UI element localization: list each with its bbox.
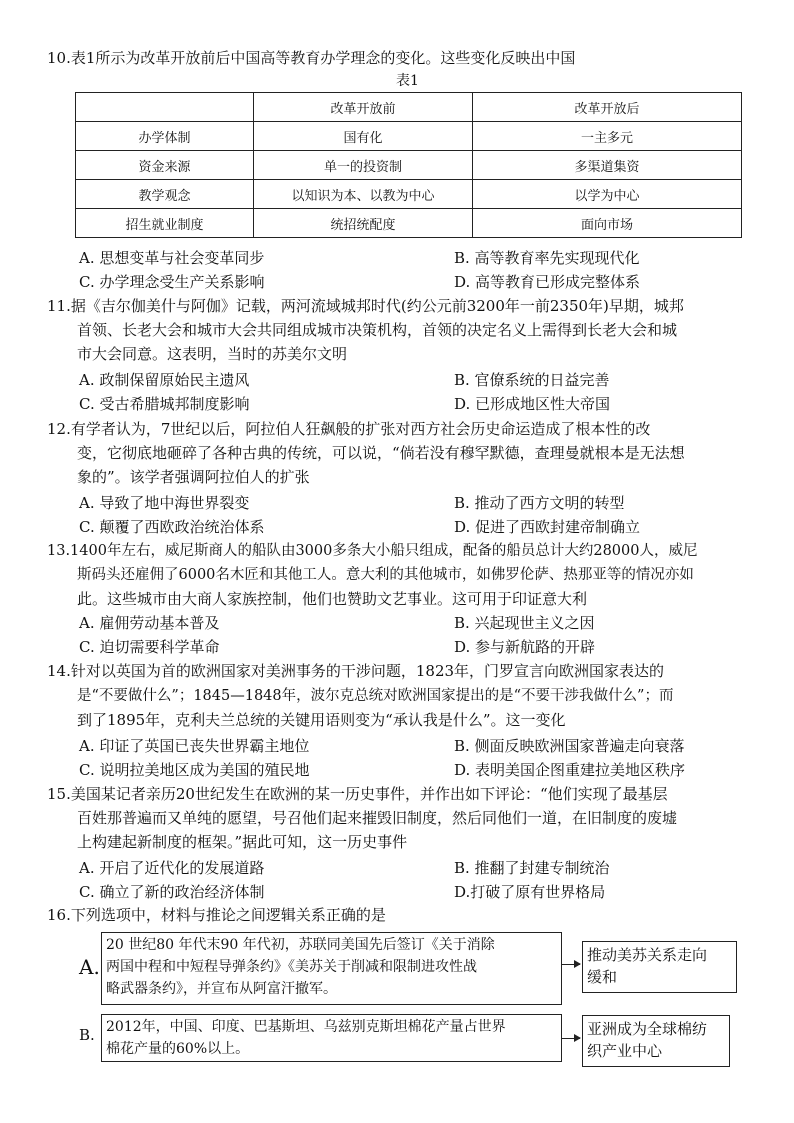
table-cell: 资金来源	[76, 151, 254, 180]
table-header-cell	[76, 93, 254, 122]
q14-stem-line: 到了1895年，克利夫兰总统的关键用语则变为“承认我是什么”。这一变化	[77, 711, 566, 729]
table-cell: 以学为中心	[473, 180, 742, 209]
material-line: 20 世纪80 年代末90 年代初，苏联同美国先后签订《关于消除	[106, 937, 495, 953]
q13-stem-line: 此。这些城市由大商人家族控制，他们也赞助文艺事业。这可用于印证意大利	[77, 590, 588, 608]
q16-option-b-inference	[582, 1015, 730, 1067]
table-cell: 面向市场	[473, 209, 742, 238]
q12-option-c[interactable]: C. 颠覆了西欧政治统治体系	[79, 518, 265, 536]
q16-option-b-arrow	[562, 1038, 580, 1039]
q12-option-b[interactable]: B. 推动了西方文明的转型	[454, 494, 625, 512]
q15-option-c[interactable]: C. 确立了新的政治经济体制	[79, 883, 265, 901]
table-cell: 国有化	[254, 122, 473, 151]
q10-option-a[interactable]: A. 思想变革与社会变革同步	[79, 249, 265, 267]
q12-option-d[interactable]: D. 促进了西欧封建帝制确立	[454, 518, 641, 536]
q16-option-a-inference	[582, 941, 737, 993]
table-cell: 一主多元	[473, 122, 742, 151]
q12-option-a[interactable]: A. 导致了地中海世界裂变	[79, 494, 250, 512]
material-line: 略武器条约》，并宣布从阿富汗撤军。	[106, 981, 337, 997]
q13-option-d[interactable]: D. 参与新航路的开辟	[454, 638, 596, 656]
q16-option-a-arrow	[562, 964, 580, 965]
q10-option-d[interactable]: D. 高等教育已形成完整体系	[454, 273, 641, 291]
material-line: 两国中程和中短程导弹条约》《美苏关于削减和限制进攻性战	[106, 959, 477, 975]
q13-stem-line: 斯码头还雇佣了6000名木匠和其他工人。意大利的其他城市，如佛罗伦萨、热那亚等的情况亦如	[77, 567, 694, 583]
q11-option-d[interactable]: D. 已形成地区性大帝国	[454, 395, 611, 413]
q12-stem-line: 变，它彻底地砸碎了各种古典的传统，可以说，“倘若没有穆罕默德，查理曼就根本是无法想	[77, 444, 685, 462]
table-row	[76, 151, 742, 180]
material-line: 棉花产量的60%以上。	[106, 1041, 250, 1057]
q10-option-c[interactable]: C. 办学理念受生产关系影响	[79, 273, 265, 291]
q16-stem: 16.下列选项中，材料与推论之间逻辑关系正确的是	[47, 906, 386, 924]
inference-line: 亚洲成为全球棉纺	[587, 1020, 708, 1038]
q16-option-a-letter[interactable]: A.	[79, 955, 100, 979]
q13-stem-line: 13.1400年左右，威尼斯商人的船队由3000多条大小船只组成，配备的船员总计大约28000人，威尼	[47, 543, 698, 559]
table-header-cell: 改革开放前	[254, 93, 473, 122]
q10-option-b[interactable]: B. 高等教育率先实现现代化	[454, 249, 640, 267]
q11-option-a[interactable]: A. 政制保留原始民主遗风	[79, 371, 250, 389]
table-cell: 招生就业制度	[76, 209, 254, 238]
q12-stem-line: 12.有学者认为，7世纪以后，阿拉伯人狂飙般的扩张对西方社会历史命运造成了根本性的改	[47, 420, 651, 438]
inference-line: 推动美苏关系走向	[587, 946, 708, 964]
q14-option-b[interactable]: B. 侧面反映欧洲国家普遍走向衰落	[454, 737, 685, 755]
q10-table	[75, 92, 742, 238]
table-cell: 以知识为本、以教为中心	[254, 180, 473, 209]
table-row	[76, 180, 742, 209]
q15-stem-line: 上构建起新制度的框架。”据此可知，这一历史事件	[77, 833, 408, 851]
q15-option-b[interactable]: B. 推翻了封建专制统治	[454, 859, 610, 877]
table-header-row	[76, 93, 742, 122]
q15-stem-line: 15.美国某记者亲历20世纪发生在欧洲的某一历史事件，并作出如下评论：“他们实现了最基层	[47, 785, 668, 803]
q11-stem-line: 市大会同意。这表明，当时的苏美尔文明	[77, 345, 348, 363]
q15-option-d[interactable]: D.打破了原有世界格局	[454, 883, 606, 901]
q11-option-b[interactable]: B. 官僚系统的日益完善	[454, 371, 610, 389]
q13-option-c[interactable]: C. 迫切需要科学革命	[79, 638, 220, 656]
table-row	[76, 122, 742, 151]
q13-option-b[interactable]: B. 兴起现世主义之因	[454, 614, 595, 632]
q14-stem-line: 是“不要做什么”；1845—1848年，波尔克总统对欧洲国家提出的是“不要干涉我做什么”；而	[77, 688, 674, 704]
table-cell: 教学观念	[76, 180, 254, 209]
table-row	[76, 209, 742, 238]
q14-stem-line: 14.针对以英国为首的欧洲国家对美洲事务的干涉问题，1823年，门罗宣言向欧洲国家表达的	[47, 662, 665, 680]
table-header-cell: 改革开放后	[473, 93, 742, 122]
material-line: 2012年，中国、印度、巴基斯坦、乌兹别克斯坦棉花产量占世界	[106, 1019, 506, 1035]
table-title: 表1	[396, 73, 419, 89]
q11-stem-line: 11.据《吉尔伽美什与阿伽》记载，两河流域城邦时代(约公元前3200年一前2350年)早期，城邦	[47, 297, 684, 315]
q14-option-a[interactable]: A. 印证了英国已丧失世界霸主地位	[79, 737, 310, 755]
inference-line: 缓和	[587, 968, 618, 986]
inference-line: 织产业中心	[587, 1042, 663, 1060]
q13-option-a[interactable]: A. 雇佣劳动基本普及	[79, 614, 220, 632]
q15-stem-line: 百姓那普遍而又单纯的愿望，号召他们起来摧毁旧制度，然后同他们一道，在旧制度的废墟	[77, 809, 678, 827]
q11-stem-line: 首领、长老大会和城市大会共同组成城市决策机构，首领的决定名义上需得到长老大会和城	[77, 321, 678, 339]
table-cell: 办学体制	[76, 122, 254, 151]
table-cell: 多渠道集资	[473, 151, 742, 180]
q10-stem: 10.表1所示为改革开放前后中国高等教育办学理念的变化。这些变化反映出中国	[47, 49, 576, 67]
q16-option-b-letter[interactable]: B.	[79, 1026, 95, 1044]
table-cell: 单一的投资制	[254, 151, 473, 180]
q14-option-c[interactable]: C. 说明拉美地区成为美国的殖民地	[79, 761, 310, 779]
q15-option-a[interactable]: A. 开启了近代化的发展道路	[79, 859, 265, 877]
q16-option-b-material	[101, 1014, 562, 1062]
q16-option-a-material	[101, 932, 562, 1005]
q12-stem-line: 象的”。该学者强调阿拉伯人的扩张	[77, 468, 310, 486]
table-cell: 统招统配度	[254, 209, 473, 238]
q11-option-c[interactable]: C. 受古希腊城邦制度影响	[79, 395, 250, 413]
q14-option-d[interactable]: D. 表明美国企图重建拉美地区秩序	[454, 761, 686, 779]
